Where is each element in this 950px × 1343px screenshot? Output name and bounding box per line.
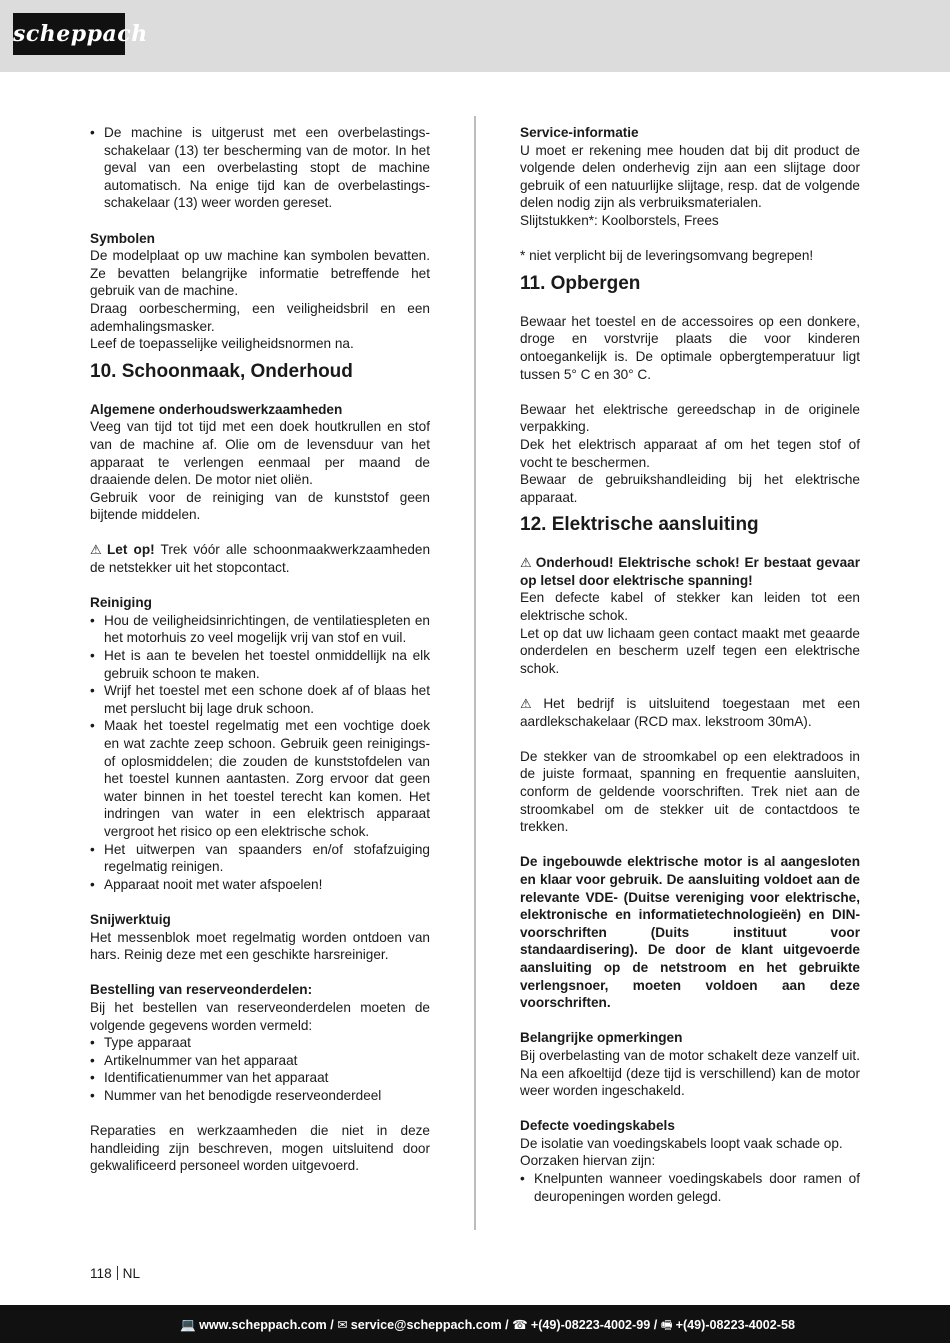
paragraph: De modelplaat op uw machine kan symbolen bevatten. Ze bevatten belangrijke informatie betreffende het gebruik van de machine.: [90, 248, 430, 299]
paragraph: Het messenblok moet regelmatig worden ontdoen van hars. Reinig deze met een geschikte harsreiniger.: [90, 929, 430, 963]
paragraph: Bewaar de gebruikshandleiding bij het elektrische apparaat.: [520, 472, 860, 505]
paragraph: Bij overbelasting van de motor schakelt deze vanzelf uit. Na een afkoeltijd (deze tijd is verschillend) kan de motor weer worden ingeschakeld.: [520, 1047, 860, 1099]
list-item: • Hou de veiligheidsinrichtingen, de ventilatiespleten en het motorhuis zo veel mogelijk vrij van stof en vuil.: [90, 612, 430, 647]
paragraph: Draag oorbescherming, een veiligheidsbril en een ademhalingsmasker.: [90, 300, 430, 334]
subheading: Reiniging: [90, 595, 152, 611]
footer-fax: +(49)-08223-4002-58: [675, 1318, 795, 1332]
list-item: • Artikelnummer van het apparaat: [90, 1052, 430, 1070]
page-number: [90, 1266, 140, 1281]
list-item: • Knelpunten wanneer voedingskabels door ramen of deuropeningen worden gelegd.: [520, 1170, 860, 1205]
subheading: Bestelling van reserveonderdelen:: [90, 982, 313, 998]
list-item: • Maak het toestel regelmatig met een vochtige doek en wat zachte zeep schoon. Gebruik geen reinigings- of oplosmiddelen; die zouden de kunststofdelen van het toestel kunnen aantasten. Zorg ervoor dat geen water binnen in het toestel terecht kan komen. Het indringen van water in een elektrisch apparaat vergroot het risico op een elektrische schok.: [90, 717, 430, 840]
page-number-separator: [117, 1266, 118, 1280]
defect-list: [520, 1170, 860, 1205]
warning-text: Het bedrijf is uitsluitend toegestaan met een aardlekschakelaar (RCD max. lekstroom 30mA).: [520, 696, 861, 729]
paragraph: De ingebouwde elektrische motor is al aangesloten en klaar voor gebruik. De aansluiting voldoet aan de relevante VDE- (Duitse vereniging voor elektrische, elektronische en informatietechnologieën) en DIN-voorschriften (Duits instituut voor standaardisering). De door de klant uitgevoerde aansluiting op de netstroom en het gebruikte verlengsnoer, moeten voldoen aan deze voorschriften.: [520, 854, 860, 1011]
paragraph: De isolatie van voedingskabels loopt vaak schade op.: [520, 1135, 843, 1151]
phone-icon: ☎: [512, 1318, 528, 1332]
subheading: Belangrijke opmerkingen: [520, 1030, 683, 1046]
subheading: Defecte voedingskabels: [520, 1118, 675, 1134]
paragraph: Slijtstukken*: Koolborstels, Frees: [520, 212, 719, 228]
footer-web[interactable]: www.scheppach.com /: [199, 1318, 334, 1332]
footer-mail[interactable]: service@scheppach.com /: [350, 1318, 509, 1332]
warning-paragraph: [90, 541, 430, 576]
warning-paragraph: [520, 554, 860, 589]
intro-list: [90, 124, 430, 212]
page-language: NL: [122, 1266, 141, 1281]
fax-icon: 🖷: [660, 1318, 673, 1332]
subheading: Snijwerktuig: [90, 911, 171, 927]
list-item: • Het uitwerpen van spaanders en/of stofafzuiging regelmatig reinigen.: [90, 841, 430, 876]
symbolen-heading: Symbolen: [90, 230, 155, 246]
warning-text: Trek vóór alle schoonmaakwerkzaamheden de netstekker uit het stopcontact.: [90, 542, 430, 576]
warning-text: Onderhoud! Elektrische schok! Er bestaat gevaar op letsel door elektrische spanning!: [520, 555, 860, 588]
list-item: • De machine is uitgerust met een overbelastings-schakelaar (13) ter bescherming van de motor. In het geval van een overbelasting stopt de machine automatisch. Na enige tijd kan de overbelastings-schakelaar (13) weer worden gereset.: [90, 124, 430, 212]
list-item: • Het is aan te bevelen het toestel onmiddellijk na elk gebruik schoon te maken.: [90, 647, 430, 682]
computer-icon: 💻: [180, 1318, 197, 1332]
list-item: • Wrijf het toestel met een schone doek af of blaas het met perslucht bij lage druk schoon.: [90, 682, 430, 717]
mail-icon: ✉: [337, 1318, 348, 1332]
brand-logo: scheppach: [13, 13, 125, 55]
paragraph: Gebruik voor de reiniging van de kunststof geen bijtende middelen.: [90, 489, 430, 523]
page-header: [0, 0, 950, 72]
list-item: • Identificatienummer van het apparaat: [90, 1069, 430, 1087]
reiniging-list: [90, 612, 430, 894]
right-column: [520, 124, 860, 1205]
column-divider: [474, 116, 476, 1230]
footer-phone: +(49)-08223-4002-99 /: [530, 1318, 658, 1332]
paragraph: Dek het elektrisch apparaat af om het tegen stof of vocht te beschermen.: [520, 436, 860, 470]
page-number-value: 118: [90, 1266, 112, 1281]
section-title: 10. Schoonmaak, Onderhoud: [90, 360, 353, 382]
section-title: 12. Elektrische aansluiting: [520, 514, 759, 536]
page-footer: [0, 1305, 950, 1343]
warning-paragraph: [520, 695, 860, 730]
paragraph: Let op dat uw lichaam geen contact maakt met geaarde onderdelen en bescherm uzelf tegen een elektrische schok.: [520, 625, 860, 676]
paragraph: Oorzaken hiervan zijn:: [520, 1153, 656, 1169]
warning-label: Let op!: [107, 542, 155, 558]
warning-icon: ⚠: [520, 696, 541, 712]
warning-icon: ⚠: [90, 542, 104, 558]
paragraph: Reparaties en werkzaamheden die niet in deze handleiding zijn beschreven, mogen uitsluitend door gekwalificeerd personeel worden uitgevoerd.: [90, 1123, 430, 1174]
paragraph: Bewaar het elektrische gereedschap in de originele verpakking.: [520, 401, 860, 435]
paragraph: U moet er rekening mee houden dat bij dit product de volgende delen onderhevig zijn aan een slijtage door gebruik of een natuurlijke slijtage, resp. dat de volgende delen nodig zijn als verbruiksmaterialen.: [520, 142, 860, 211]
paragraph: Een defecte kabel of stekker kan leiden tot een elektrische schok.: [520, 590, 860, 624]
paragraph: Veeg van tijd tot tijd met een doek houtkrullen en stof van de machine af. Olie om de levensduur van het apparaat te verlengen eenmaal per maand de draaiende delen. De motor niet oliën.: [90, 419, 430, 488]
subheading: Algemene onderhoudswerkzaamheden: [90, 401, 343, 417]
paragraph: Bewaar het toestel en de accessoires op een donkere, droge en vorstvrije plaats die voor kinderen ontoegankelijk is. De optimale opbergtemperatuur ligt tussen 5° C en 30° C.: [520, 313, 860, 382]
list-item: • Apparaat nooit met water afspoelen!: [90, 876, 430, 894]
paragraph: De stekker van de stroomkabel op een elektradoos in de juiste formaat, spanning en frequentie aansluiten, conform de geldende voorschriften. Trek niet aan de stroomkabel om de stekker uit de contactdoos te trekken.: [520, 748, 860, 835]
paragraph: Leef de toepasselijke veiligheidsnormen na.: [90, 336, 354, 352]
list-item: • Type apparaat: [90, 1034, 430, 1052]
section-title: 11. Opbergen: [520, 272, 641, 294]
subheading: Service-informatie: [520, 125, 639, 140]
list-item: • Nummer van het benodigde reserveonderdeel: [90, 1087, 430, 1105]
bestelling-list: [90, 1034, 430, 1104]
contact-line: [180, 1316, 795, 1337]
left-column: [90, 124, 430, 1175]
warning-icon: ⚠: [520, 555, 533, 571]
paragraph: Bij het bestellen van reserveonderdelen moeten de volgende gegevens worden vermeld:: [90, 999, 430, 1033]
footnote: * niet verplicht bij de leveringsomvang begrepen!: [520, 248, 814, 264]
